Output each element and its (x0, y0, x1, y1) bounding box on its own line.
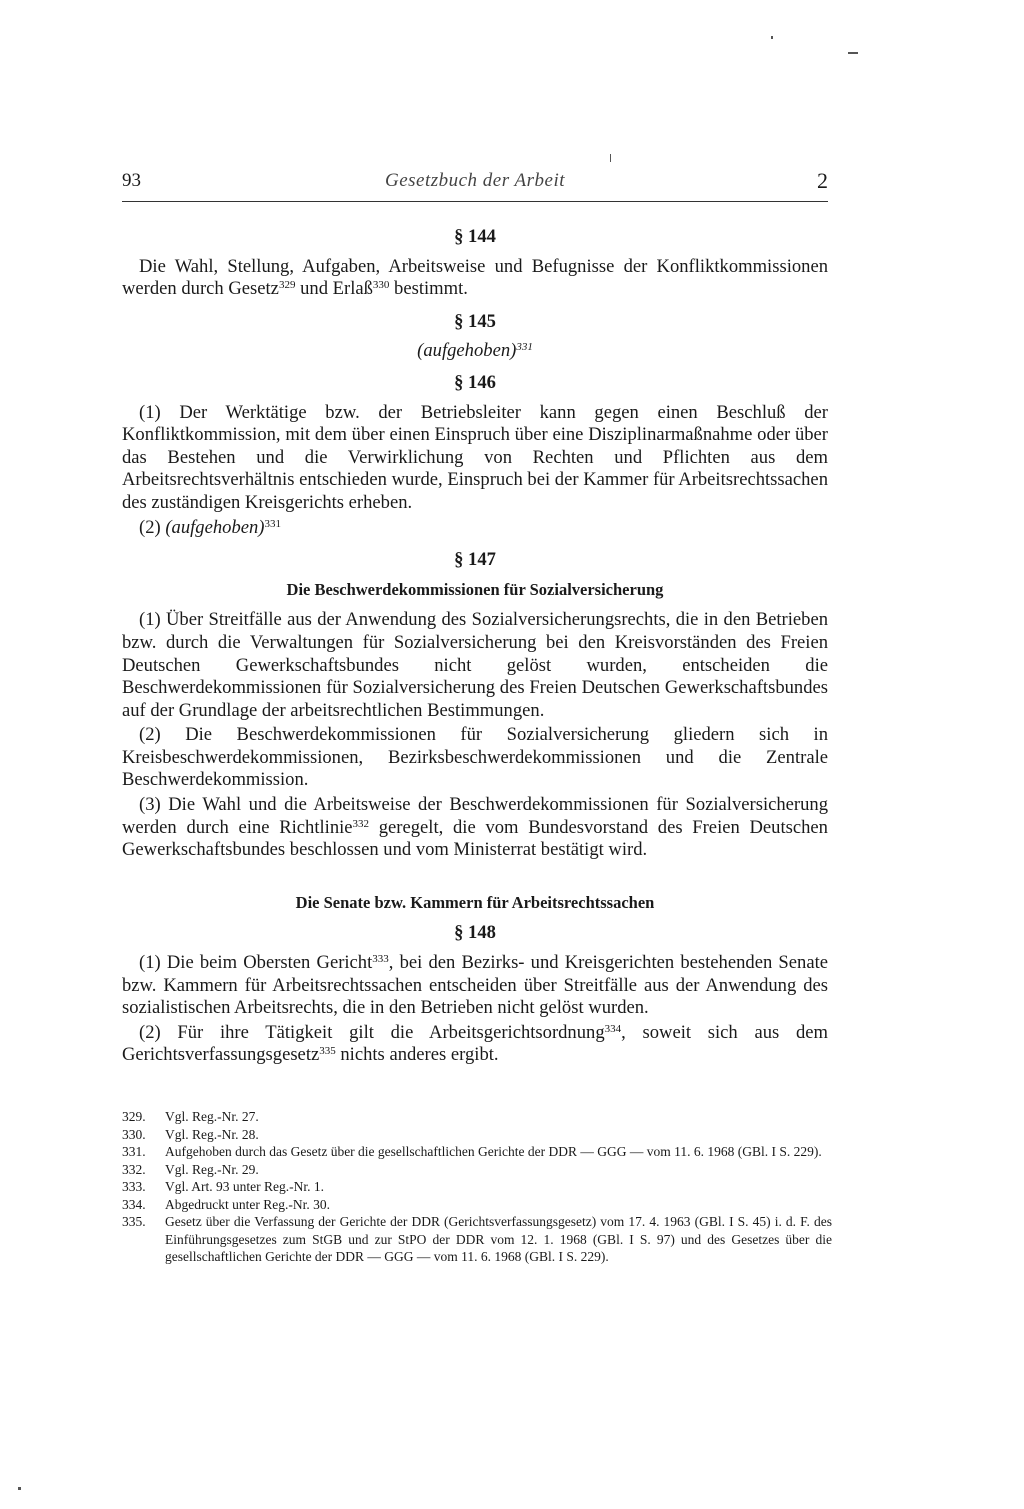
section-148-paragraph-2 (122, 1022, 828, 1067)
footnote-number: 331. (122, 1144, 146, 1159)
footnote (122, 1108, 832, 1126)
footnote-number: 329. (122, 1109, 146, 1124)
footnote-text: Abgedruckt unter Reg.-Nr. 30. (165, 1196, 330, 1212)
footnote-text: Aufgehoben durch das Gesetz über die gesellschaftlichen Gerichte der DDR — GGG — vom 11. 6. 1968 (GBl. I S. 229). (165, 1144, 822, 1159)
section-147-paragraph-3 (122, 794, 828, 862)
running-title: Gesetzbuch der Arbeit (384, 170, 566, 191)
text-run: (3) Die Wahl und die Arbeitsweise der Beschwerdekommissionen für Sozialversicherung werden durch eine Richtlinie (122, 794, 828, 838)
scan-speck (18, 1487, 21, 1490)
paragraph-number: (2) (139, 516, 161, 538)
footnote-text: Vgl. Reg.-Nr. 29. (165, 1161, 259, 1177)
footnote-ref: 333 (372, 953, 389, 966)
section-148-paragraph-1 (122, 952, 828, 1020)
text-run: bestimmt. (389, 278, 468, 300)
footnote-ref: 334 (604, 1022, 622, 1035)
footnote (122, 1126, 832, 1144)
section-146-paragraph-2 (122, 517, 828, 540)
volume-number: 2 (817, 168, 828, 193)
text-run: nichts anderes ergibt. (335, 1044, 499, 1066)
text-run: geregelt, die vom Bundesvorstand des Freien Deutschen Gewerkschaftsbundes beschlossen und vom Ministerrat bestätigt wird. (122, 816, 828, 861)
scan-speck (610, 154, 611, 162)
scan-speck (771, 36, 773, 39)
text-run: und Erlaß (295, 278, 373, 300)
footnote-number: 330. (122, 1126, 146, 1142)
section-147-heading: § 147 (454, 549, 496, 571)
footnote-number: 334. (122, 1196, 146, 1212)
section-148-heading: § 148 (454, 922, 496, 944)
main-text (122, 226, 828, 1069)
footnote (122, 1161, 832, 1179)
footnote (122, 1213, 832, 1266)
footnote-text: Vgl. Reg.-Nr. 27. (165, 1109, 259, 1124)
footnote-ref: 329 (278, 279, 296, 292)
footnote-number: 333. (122, 1179, 146, 1194)
section-145-repealed (122, 340, 828, 363)
footnote (122, 1178, 832, 1196)
repealed-note: (aufgehoben) (165, 516, 265, 538)
footnote-text: Vgl. Art. 93 unter Reg.-Nr. 1. (165, 1179, 324, 1194)
footnote-text: Gesetz über die Verfassung der Gerichte der DDR (Gerichtsverfassungsgesetz) vom 17. 4. 1963 (GBl. I S. 45) i. d. F. des Einführungsgesetzes zum StGB und zur StPO der DDR vom 12. 1. 1968 (GBl. I S. 97) und des Gesetzes über die gesellschaftlichen Gerichte der DDR — GGG — vom 11. 6. 1968 (GBl. I S. 229). (165, 1214, 832, 1264)
text-run: , bei den Bezirks- und Kreisgerichten bestehenden Senate bzw. Kammern für Arbeitsrechtssachen entscheiden über Streitfälle aus der Anwendung des sozialistischen Arbeitsrechts, die in den Betrieben nicht gelöst wurden. (122, 952, 828, 1019)
section-145-heading: § 145 (454, 310, 496, 332)
footnote-number: 332. (122, 1161, 146, 1177)
footnotes (122, 1108, 832, 1266)
section-147-paragraph-2: (2) Die Beschwerdekommissionen für Sozialversicherung gliedern sich in Kreisbeschwerdekommissionen, Bezirksbeschwerdekommissionen und die Zentrale Beschwerdekommission. (122, 724, 828, 791)
footnote-number: 335. (122, 1214, 146, 1229)
chapter-subheading: Die Senate bzw. Kammern für Arbeitsrechtssachen (295, 892, 655, 912)
page-number: 93 (122, 170, 141, 191)
repealed-note: (aufgehoben) (417, 340, 517, 362)
section-146-paragraph-1: (1) Der Werktätige bzw. der Betriebsleiter kann gegen einen Beschluß der Konfliktkommission, mit dem über einen Einspruch über eine Disziplinarmaßnahme oder über das Bestehen und die Verwirklichung von Rechten und Pflichten aus dem Arbeitsrechtsverhältnis entschieden wurde, Einspruch bei der Kammer für Arbeitsrechtssachen des zuständigen Kreisgerichts erheben. (122, 401, 828, 513)
spacer (122, 872, 828, 892)
footnote-ref: 335 (319, 1045, 336, 1058)
text-run: , soweit sich aus dem Gerichtsverfassungsgesetz (122, 1021, 828, 1066)
section-147-paragraph-1: (1) Über Streitfälle aus der Anwendung des Sozialversicherungsrechts, die in den Betrieben bzw. durch die Verwaltungen für Sozialversicherung bei den Kreisvorständen des Freien Deutschen Gewerkschaftsbundes nicht gelöst wurden, entscheiden die Beschwerdekommissionen für Sozialversicherung des Freien Deutschen Gewerkschaftsbundes auf der Grundlage der arbeitsrechtlichen Bestimmungen. (122, 609, 828, 721)
footnote-text: Vgl. Reg.-Nr. 28. (165, 1126, 259, 1142)
text-run: (1) Die beim Obersten Gericht (139, 952, 373, 974)
footnote-ref: 331 (516, 341, 533, 354)
header-rule (122, 201, 828, 202)
footnote-ref: 332 (352, 817, 370, 830)
footnote (122, 1196, 832, 1214)
scan-speck (848, 52, 858, 54)
section-144-paragraph (122, 256, 828, 301)
running-header (122, 170, 828, 194)
section-147-subheading: Die Beschwerdekommissionen für Sozialversicherung (286, 579, 664, 599)
footnote (122, 1143, 832, 1161)
text-run: (2) Für ihre Tätigkeit gilt die Arbeitsgerichtsordnung (139, 1021, 605, 1043)
text-run: Die Wahl, Stellung, Aufgaben, Arbeitsweise und Befugnisse der Konfliktkommissionen werden durch Gesetz (122, 255, 828, 300)
footnote-ref: 331 (264, 517, 281, 530)
footnote-ref: 330 (372, 279, 390, 292)
section-144-heading: § 144 (454, 226, 496, 247)
section-146-heading: § 146 (454, 371, 496, 393)
